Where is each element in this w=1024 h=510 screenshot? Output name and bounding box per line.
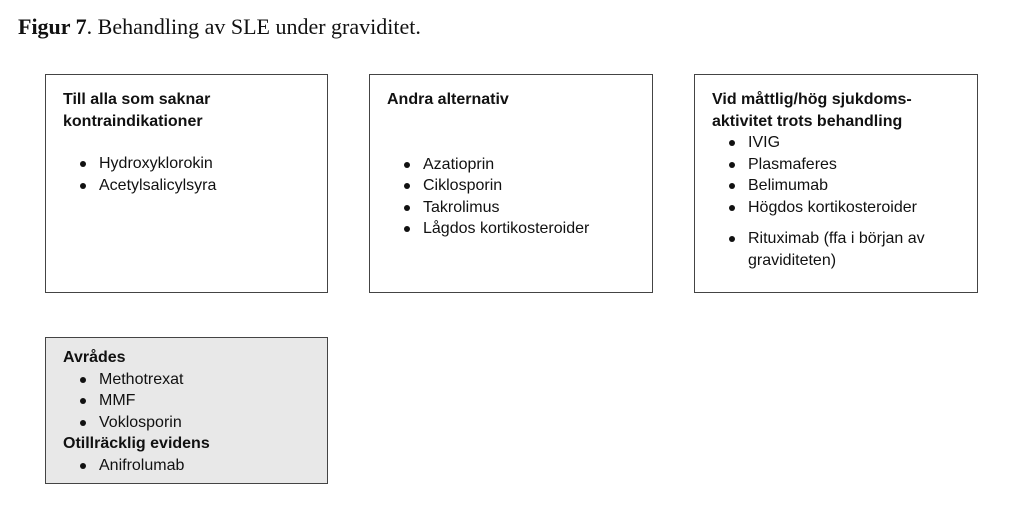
box-all-without-contraindications bbox=[45, 74, 328, 293]
drug-list bbox=[63, 153, 311, 196]
box-heading: Till alla som saknar kontraindikationer bbox=[63, 91, 211, 130]
drug-list bbox=[712, 132, 961, 218]
box-heading-avoid: Avrådes bbox=[63, 349, 126, 366]
list-item: MMF bbox=[99, 390, 311, 412]
box-heading: Vid måttlig/hög sjukdoms-aktivitet trots behandling bbox=[712, 91, 912, 130]
box-heading-insufficient-evidence: Otillräcklig evidens bbox=[63, 435, 210, 452]
list-item: Takrolimus bbox=[423, 197, 636, 219]
list-item: Lågdos kortikosteroider bbox=[423, 218, 636, 240]
drug-list-avoid bbox=[63, 369, 311, 434]
list-item: Hydroxyklorokin bbox=[99, 153, 311, 175]
box-moderate-high-activity bbox=[694, 74, 978, 293]
drug-list-insufficient bbox=[63, 455, 311, 477]
box-not-recommended bbox=[45, 337, 328, 484]
list-item: Voklosporin bbox=[99, 412, 311, 434]
list-item: Methotrexat bbox=[99, 369, 311, 391]
figure-caption bbox=[18, 14, 421, 40]
drug-list bbox=[387, 154, 636, 240]
list-item: Belimumab bbox=[748, 175, 961, 197]
list-item: IVIG bbox=[748, 132, 961, 154]
list-item: Rituximab (ffa i början av graviditeten) bbox=[748, 228, 938, 271]
list-item: Azatioprin bbox=[423, 154, 636, 176]
figure-label: Figur 7 bbox=[18, 14, 87, 39]
list-item: Plasmaferes bbox=[748, 154, 961, 176]
box-other-alternatives bbox=[369, 74, 653, 293]
box-heading: Andra alternativ bbox=[387, 91, 509, 108]
list-item: Högdos kortikosteroider bbox=[748, 197, 961, 219]
list-item: Ciklosporin bbox=[423, 175, 636, 197]
list-item: Anifrolumab bbox=[99, 455, 311, 477]
drug-list-extra bbox=[712, 228, 961, 271]
list-item: Acetylsalicylsyra bbox=[99, 175, 311, 197]
figure-title: . Behandling av SLE under graviditet. bbox=[86, 14, 421, 39]
